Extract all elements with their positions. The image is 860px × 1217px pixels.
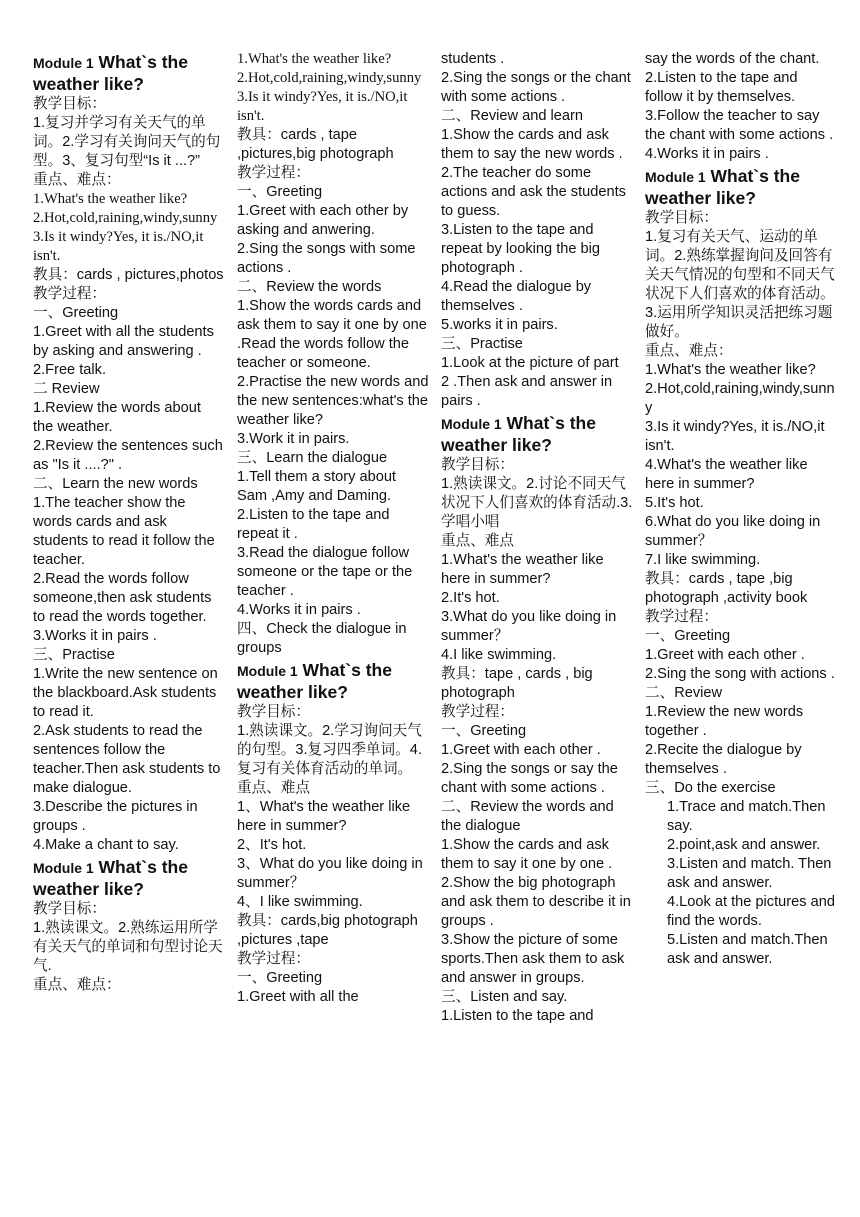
text-line: 一、Greeting xyxy=(645,628,731,644)
text-line: 1.熟读课文。2.熟练运用所学有关天气的单词和句型讨论天气. xyxy=(33,920,223,974)
text-line: 教学过程： xyxy=(33,286,106,302)
text-line: 1.复习有关天气、运动的单词。2.熟练掌握询问及回答有关天气情况的句型和不同天气状况下人们喜欢的体育活动。3.运用所学知识灵活把练习题做好。 xyxy=(645,229,835,340)
text-line: 教具：cards , tape ,pictures,big photograph xyxy=(237,127,394,162)
text-line: 三、Learn the dialogue xyxy=(237,450,388,466)
text-line: 三、Practise xyxy=(441,336,523,352)
text-line: 重点、难点： xyxy=(33,977,121,993)
text-line: 二、Review the words and the dialogue xyxy=(441,799,614,834)
text-line: 3.Listen and match. Then ask and answer. xyxy=(667,856,832,891)
text-line: 2.Review the sentences such as "Is it ....?" . xyxy=(33,438,223,473)
text-line: 3.Read the dialogue follow someone or the tape or the teacher . xyxy=(237,545,413,599)
text-line: 5.Listen and match.Then ask and answer. xyxy=(667,932,828,967)
text-column-1 xyxy=(33,50,225,995)
text-column-2 xyxy=(237,50,429,1007)
text-line: 2.point,ask and answer. xyxy=(667,837,821,853)
text-line: 1.Greet with all the students by asking and answering . xyxy=(33,324,214,359)
text-line: 2 .Then ask and answer in pairs . xyxy=(441,374,613,409)
text-line: 二、Learn the new words xyxy=(33,476,198,492)
text-line: 1.What's the weather like? xyxy=(33,191,188,207)
text-line: 二、Review and learn xyxy=(441,108,583,124)
text-line: 教学过程： xyxy=(237,165,310,181)
text-line: students . xyxy=(441,51,505,67)
text-line: 3.Describe the pictures in groups . xyxy=(33,799,198,834)
text-line: 3.Listen to the tape and repeat by looking the big photograph . xyxy=(441,222,601,276)
text-line: 四、Check the dialogue in groups xyxy=(237,621,407,656)
text-line: 三、Practise xyxy=(33,647,115,663)
text-line: 4.I like swimming. xyxy=(441,647,557,663)
text-line: 3.What do you like doing in summer？ xyxy=(441,609,617,644)
text-line: 二、Review the words xyxy=(237,279,382,295)
text-line: 2.Sing the songs with some actions . xyxy=(237,241,416,276)
text-line: 3、What do you like doing in summer？ xyxy=(237,856,423,891)
text-line: 4.Make a chant to say. xyxy=(33,837,179,853)
module-title: What`s the weather like? xyxy=(441,413,596,455)
text-line: 1.The teacher show the words cards and ask students to read it follow the teacher. xyxy=(33,495,215,568)
module-label: Module 1 xyxy=(237,663,298,679)
text-line: 1.Show the words cards and ask them to say it one by one .Read the words follow the teacher or someone. xyxy=(237,298,427,371)
module-label: Module 1 xyxy=(645,169,706,185)
text-line: 2.Practise the new words and the new sentences:what's the weather like? xyxy=(237,374,429,428)
text-line: 2.It's hot. xyxy=(441,590,500,606)
text-line: 4.Works it in pairs . xyxy=(645,146,769,162)
text-line: 2.Free talk. xyxy=(33,362,106,378)
module-heading xyxy=(33,857,225,900)
text-line: 1.What's the weather like here in summer? xyxy=(441,552,604,587)
module-label: Module 1 xyxy=(33,55,94,71)
text-line: 2.The teacher do some actions and ask the students to guess. xyxy=(441,165,626,219)
text-line: 1.Write the new sentence on the blackboard.Ask students to read it. xyxy=(33,666,218,720)
text-line: 三、Listen and say. xyxy=(441,989,568,1005)
text-line: 三、Do the exercise xyxy=(645,780,776,796)
text-line: 1.Review the words about the weather. xyxy=(33,400,201,435)
text-line: 教学目标： xyxy=(33,901,106,917)
text-line: 1.What's the weather like? xyxy=(645,362,816,378)
module-label: Module 1 xyxy=(441,416,502,432)
text-line: 教学过程： xyxy=(237,951,310,967)
text-line: 重点、难点： xyxy=(645,343,733,359)
text-line: 1.Tell them a story about Sam ,Amy and Daming. xyxy=(237,469,396,504)
text-line: 二、Review xyxy=(645,685,723,701)
text-line: 3.Follow the teacher to say the chant with some actions . xyxy=(645,108,834,143)
text-line: 4.Read the dialogue by themselves . xyxy=(441,279,592,314)
text-column-4 xyxy=(645,50,837,969)
text-line: 2.Sing the songs or say the chant with some actions . xyxy=(441,761,618,796)
text-line: 2.Listen to the tape and repeat it . xyxy=(237,507,390,542)
text-line: 一、Greeting xyxy=(441,723,527,739)
module-title: What`s the weather like? xyxy=(645,166,800,208)
module-heading xyxy=(33,52,225,95)
text-line: 教具：cards,big photograph ,pictures ,tape xyxy=(237,913,418,948)
text-line: 2.Hot,cold,raining,windy,sunny xyxy=(645,381,835,416)
module-heading xyxy=(237,660,429,703)
text-line: 1.复习并学习有关天气的单词。2.学习有关询问天气的句型。3、复习句型“Is it ...?” xyxy=(33,115,221,169)
text-line: 教学目标： xyxy=(33,96,106,112)
text-line: 3.Show the picture of some sports.Then ask them to ask and answer in groups. xyxy=(441,932,625,986)
text-line: 一、Greeting xyxy=(237,970,323,986)
text-line: 3.Work it in pairs. xyxy=(237,431,350,447)
text-line: 1、What's the weather like here in summer? xyxy=(237,799,411,834)
text-line: 一、Greeting xyxy=(237,184,323,200)
text-line: 1.Greet with each other by asking and anwering. xyxy=(237,203,409,238)
text-line: 4.Works it in pairs . xyxy=(237,602,361,618)
text-line: 2.Sing the song with actions . xyxy=(645,666,835,682)
text-line: 4.Look at the pictures and find the words. xyxy=(667,894,835,929)
text-line: 重点、难点： xyxy=(33,172,121,188)
text-line: 重点、难点 xyxy=(237,780,310,796)
text-column-3 xyxy=(441,50,633,1026)
text-line: 1.What's the weather like? xyxy=(237,51,392,67)
text-line: 2.Ask students to read the sentences follow the teacher.Then ask students to make dialogue. xyxy=(33,723,221,796)
text-line: 2.Listen to the tape and follow it by themselves. xyxy=(645,70,798,105)
text-line: 教学目标： xyxy=(237,704,310,720)
text-line: 4、I like swimming. xyxy=(237,894,363,910)
text-line: 2.Hot,cold,raining,windy,sunny xyxy=(33,210,218,226)
text-line: 教学过程： xyxy=(441,704,514,720)
text-line: 1.Show the cards and ask them to say it one by one . xyxy=(441,837,613,872)
module-title: What`s the weather like? xyxy=(237,660,392,702)
text-line: 1.Greet with all the xyxy=(237,989,359,1005)
text-line: 2.Read the words follow someone,then ask students to read the words together. xyxy=(33,571,212,625)
text-line: 5.It's hot. xyxy=(645,495,704,511)
text-line: 1.Listen to the tape and xyxy=(441,1008,594,1024)
text-line: 1.熟读课文。2.讨论不同天气状况下人们喜欢的体育活动.3.学唱小唱 xyxy=(441,476,633,530)
text-line: 1.Look at the picture of part xyxy=(441,355,619,371)
text-line: 1.Show the cards and ask them to say the new words . xyxy=(441,127,623,162)
module-heading xyxy=(645,166,837,209)
text-line: 1.Review the new words together . xyxy=(645,704,804,739)
text-line: 4.What's the weather like here in summer? xyxy=(645,457,808,492)
text-line: 教学目标： xyxy=(441,457,514,473)
text-line: 2.Recite the dialogue by themselves . xyxy=(645,742,802,777)
module-heading xyxy=(441,413,633,456)
text-line: 教具：cards , pictures,photos xyxy=(33,267,224,283)
text-line: 1.熟读课文。2.学习询问天气的句型。3.复习四季单词。4.复习有关体育活动的单词。 xyxy=(237,723,422,777)
text-line: 3.Is it windy?Yes, it is./NO,it isn't. xyxy=(645,419,825,454)
text-line: 3.Is it windy?Yes, it is./NO,it isn't. xyxy=(237,89,408,124)
text-line: 5.works it in pairs. xyxy=(441,317,558,333)
text-line: 教学过程： xyxy=(645,609,718,625)
text-line: 3.Works it in pairs . xyxy=(33,628,157,644)
text-line: 教具：tape , cards , big photograph xyxy=(441,666,593,701)
text-line: 6.What do you like doing in summer？ xyxy=(645,514,821,549)
text-line: say the words of the chant. xyxy=(645,51,820,67)
text-line: 一、Greeting xyxy=(33,305,119,321)
module-label: Module 1 xyxy=(33,860,94,876)
text-line: 2、It's hot. xyxy=(237,837,307,853)
module-title: What`s the weather like? xyxy=(33,52,188,94)
text-line: 3.Is it windy?Yes, it is./NO,it isn't. xyxy=(33,229,204,264)
text-line: 7.I like swimming. xyxy=(645,552,761,568)
text-line: 1.Trace and match.Then say. xyxy=(667,799,826,834)
text-line: 二 Review xyxy=(33,381,100,397)
text-line: 1.Greet with each other . xyxy=(441,742,601,758)
module-title: What`s the weather like? xyxy=(33,857,188,899)
text-line: 重点、难点 xyxy=(441,533,514,549)
text-line: 教具：cards , tape ,big photograph ,activity book xyxy=(645,571,808,606)
text-line: 2.Show the big photograph and ask them to describe it in groups . xyxy=(441,875,631,929)
text-line: 2.Hot,cold,raining,windy,sunny xyxy=(237,70,422,86)
text-line: 2.Sing the songs or the chant with some actions . xyxy=(441,70,631,105)
text-line: 1.Greet with each other . xyxy=(645,647,805,663)
text-line: 教学目标： xyxy=(645,210,718,226)
